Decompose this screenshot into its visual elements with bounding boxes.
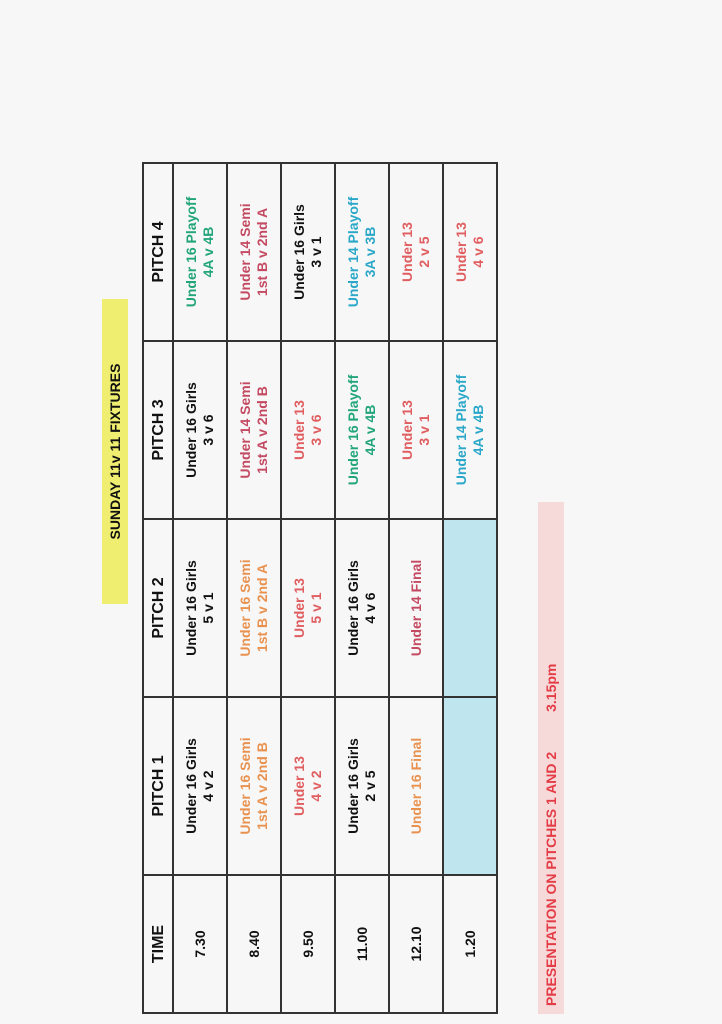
fixture-group: Under 16 Semi	[237, 737, 253, 835]
header-time: TIME	[143, 875, 173, 1013]
empty-cell	[443, 697, 497, 875]
fixture-cell	[227, 341, 281, 519]
header-pitch-1: PITCH 1	[143, 697, 173, 875]
fixture-group: Under 16 Girls	[183, 738, 199, 834]
fixture-group: Under 16 Girls	[291, 204, 307, 300]
fixture-cell	[335, 519, 389, 697]
fixture-cell	[281, 163, 335, 341]
fixture-cell	[389, 519, 443, 697]
fixture-group: Under 14 Semi	[237, 381, 253, 479]
fixture-group: Under 13	[291, 578, 307, 638]
fixture-match: 1st A v 2nd B	[254, 386, 270, 474]
time-cell: 8.40	[227, 875, 281, 1013]
fixture-cell	[335, 341, 389, 519]
fixture-cell	[227, 163, 281, 341]
table-row	[443, 163, 497, 1013]
fixture-group: Under 16 Girls	[345, 738, 361, 834]
fixture-cell	[281, 697, 335, 875]
fixture-match: 4A v 4B	[470, 404, 486, 456]
header-pitch-2: PITCH 2	[143, 519, 173, 697]
header-pitch-4: PITCH 4	[143, 163, 173, 341]
fixture-group: Under 14 Final	[407, 559, 424, 657]
fixture-match: 5 v 1	[200, 592, 216, 624]
time-cell: 7.30	[173, 875, 227, 1013]
fixture-match: 2 v 5	[416, 236, 432, 268]
fixture-group: Under 13	[453, 222, 469, 282]
fixture-group: Under 16 Playoff	[183, 196, 199, 308]
fixture-match: 3A v 3B	[362, 226, 378, 278]
fixture-cell	[173, 519, 227, 697]
fixture-cell	[227, 519, 281, 697]
time-cell: 11.00	[335, 875, 389, 1013]
presentation-text: PRESENTATION ON PITCHES 1 AND 2	[543, 751, 559, 1006]
fixture-match: 2 v 5	[362, 770, 378, 802]
table-row	[281, 163, 335, 1013]
fixture-group: Under 14 Playoff	[345, 196, 361, 308]
time-cell: 12.10	[389, 875, 443, 1013]
fixture-match: 4A v 4B	[200, 226, 216, 278]
fixture-match: 1st A v 2nd B	[254, 742, 270, 830]
fixture-match: 4 v 2	[200, 770, 216, 802]
table-row	[335, 163, 389, 1013]
fixture-match: 4A v 4B	[362, 404, 378, 456]
fixture-group: Under 16 Girls	[345, 560, 361, 656]
table-row	[227, 163, 281, 1013]
time-cell: 9.50	[281, 875, 335, 1013]
fixture-match: 1st B v 2nd A	[254, 563, 270, 653]
presentation-note	[538, 502, 564, 1014]
table-row	[389, 163, 443, 1013]
fixture-match: 4 v 6	[470, 236, 486, 268]
header-pitch-3: PITCH 3	[143, 341, 173, 519]
fixture-cell	[281, 519, 335, 697]
presentation-time: 3.15pm	[543, 663, 559, 712]
fixture-group: Under 13	[399, 400, 415, 460]
time-cell: 1.20	[443, 875, 497, 1013]
fixture-cell	[173, 163, 227, 341]
fixtures-sheet	[100, 74, 640, 1024]
fixture-match: 4 v 2	[308, 770, 324, 802]
fixture-group: Under 13	[399, 222, 415, 282]
fixture-cell	[389, 341, 443, 519]
fixture-match: 1st B v 2nd A	[254, 207, 270, 297]
fixture-match: 5 v 1	[308, 592, 324, 624]
fixture-cell	[443, 163, 497, 341]
fixture-cell	[443, 341, 497, 519]
fixture-group: Under 16 Playoff	[345, 374, 361, 486]
header-row	[143, 163, 173, 1013]
page-title: SUNDAY 11v 11 FIXTURES	[102, 299, 128, 604]
fixture-cell	[281, 341, 335, 519]
fixture-match: 3 v 6	[200, 414, 216, 446]
fixture-group: Under 13	[291, 756, 307, 816]
fixture-group: Under 14 Semi	[237, 203, 253, 301]
fixture-cell	[227, 697, 281, 875]
fixture-match: 3 v 1	[416, 414, 432, 446]
fixture-group: Under 13	[291, 400, 307, 460]
fixture-match: 3 v 1	[308, 236, 324, 268]
fixture-match: 4 v 6	[362, 592, 378, 624]
fixture-group: Under 16 Semi	[237, 559, 253, 657]
fixture-cell	[389, 163, 443, 341]
fixtures-table	[142, 162, 498, 1014]
fixture-group: Under 16 Final	[407, 737, 424, 835]
empty-cell	[443, 519, 497, 697]
fixture-group: Under 16 Girls	[183, 382, 199, 478]
fixture-group: Under 14 Playoff	[453, 374, 469, 486]
fixture-cell	[335, 163, 389, 341]
fixture-group: Under 16 Girls	[183, 560, 199, 656]
table-row	[173, 163, 227, 1013]
fixture-match: 3 v 6	[308, 414, 324, 446]
fixture-cell	[173, 341, 227, 519]
fixture-cell	[389, 697, 443, 875]
fixture-cell	[173, 697, 227, 875]
fixture-cell	[335, 697, 389, 875]
